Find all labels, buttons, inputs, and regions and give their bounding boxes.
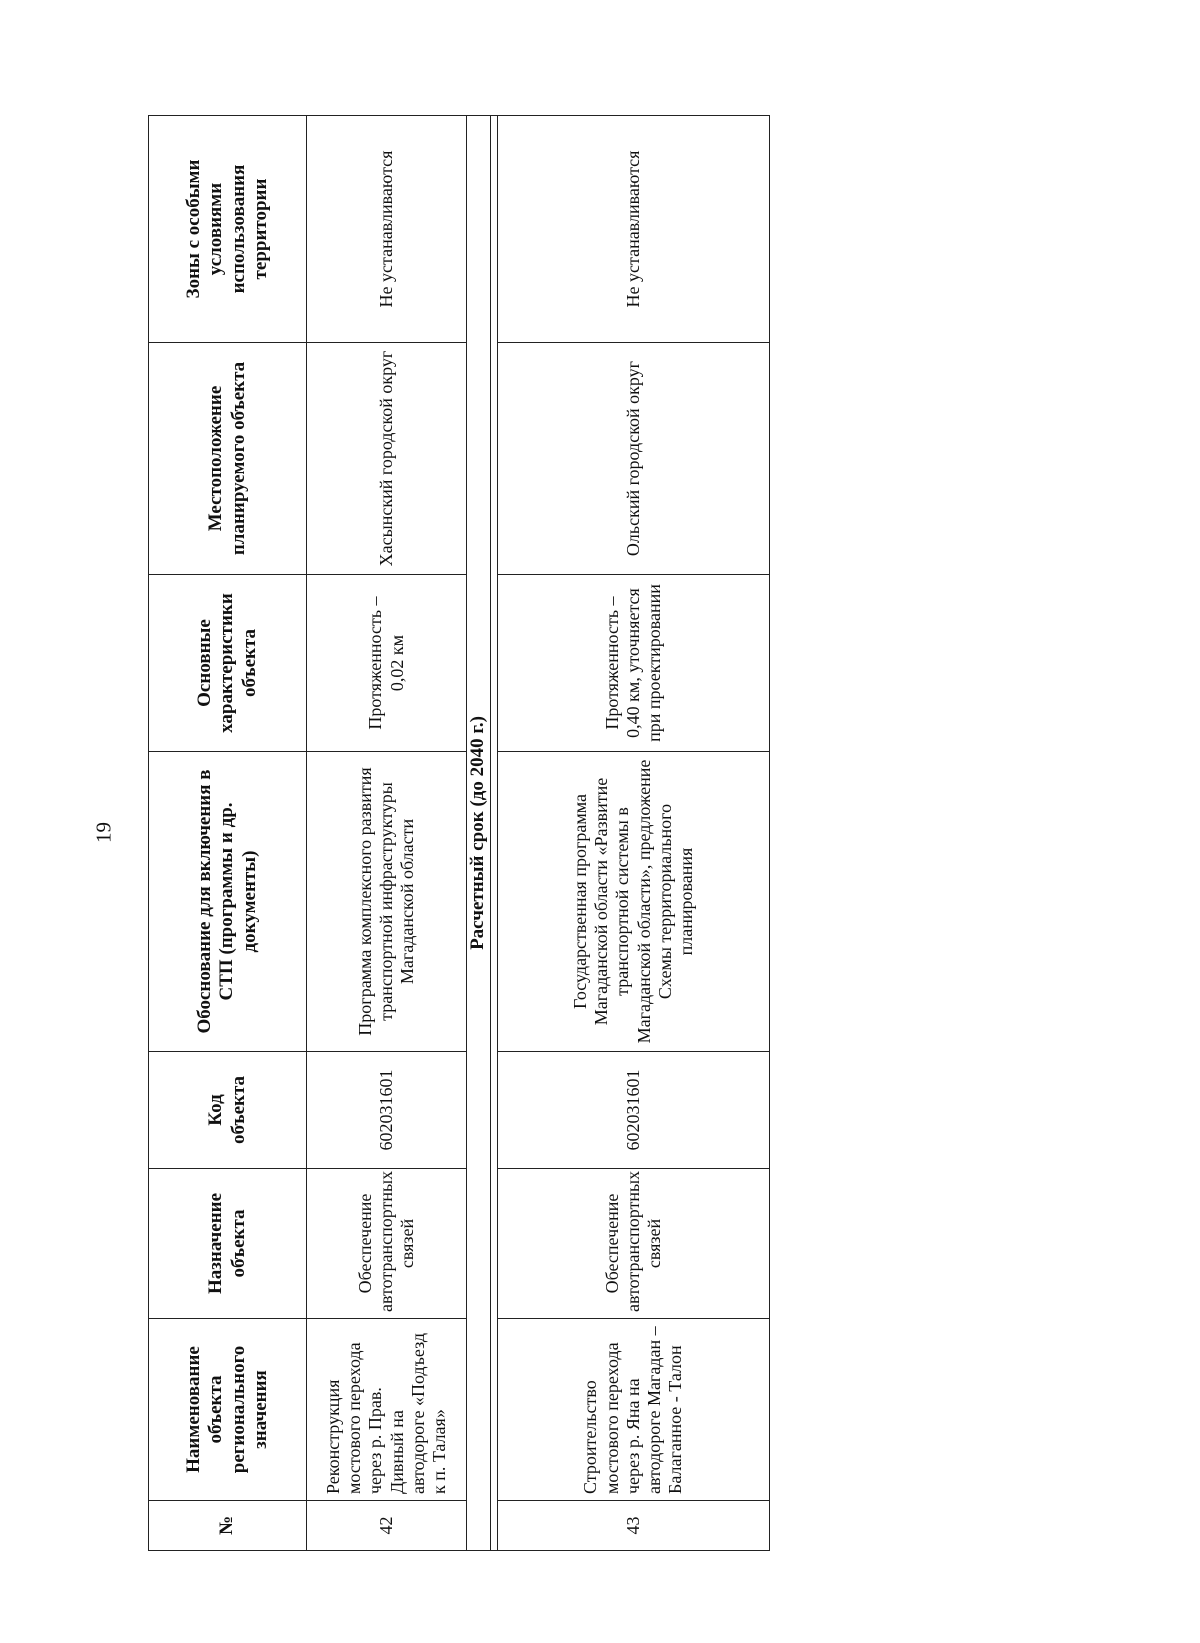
row-location: Хасынский городской округ [307, 343, 467, 575]
header-num: № [149, 1501, 307, 1551]
row-basis: Программа комплексного развития транспортной инфраструктуры Магаданской области [307, 752, 467, 1052]
header-basis: Обоснование для включения в СТП (программы и др. документы) [149, 752, 307, 1052]
row-code: 602031601 [498, 1052, 770, 1169]
row-location: Ольский городской округ [498, 343, 770, 575]
section-gap [491, 116, 498, 1551]
table-header-row [149, 116, 307, 1551]
row-num: 42 [307, 1501, 467, 1551]
row-zones: Не устанавливаются [307, 116, 467, 343]
page-number: 19 [91, 822, 116, 843]
header-code: Код объекта [149, 1052, 307, 1169]
section-label: Расчетный срок (до 2040 г.) [467, 116, 491, 1551]
row-purpose: Обеспечение автотранспортных связей [498, 1169, 770, 1319]
row-purpose: Обеспечение автотранспортных связей [307, 1169, 467, 1319]
section-gap-row [491, 116, 498, 1551]
objects-table [148, 115, 770, 1551]
row-code: 602031601 [307, 1052, 467, 1169]
row-num: 43 [498, 1501, 770, 1551]
table-row [307, 116, 467, 1551]
header-zones: Зоны с особыми условиями использования территории [149, 116, 307, 343]
row-name: Строительство мостового перехода через р. Яна на автодороге Магадан – Балаганное - Талон [498, 1319, 770, 1501]
row-characteristics: Протяженность – 0,02 км [307, 575, 467, 752]
row-name: Реконструкция мостового перехода через р. Прав. Дивный на автодороге «Подъезд к п. Талая» [307, 1319, 467, 1501]
row-zones: Не устанавливаются [498, 116, 770, 343]
rotated-table-container [148, 116, 770, 1551]
row-basis: Государственная программа Магаданской области «Развитие транспортной системы в Магаданской области», предложение Схемы территориального планирования [498, 752, 770, 1052]
header-purpose: Назначение объекта [149, 1169, 307, 1319]
row-characteristics: Протяженность – 0,40 км, уточняется при проектировании [498, 575, 770, 752]
section-row [467, 116, 491, 1551]
table-row [498, 116, 770, 1551]
header-location: Местоположение планируемого объекта [149, 343, 307, 575]
header-characteristics: Основные характеристики объекта [149, 575, 307, 752]
header-name: Наименование объекта регионального значения [149, 1319, 307, 1501]
